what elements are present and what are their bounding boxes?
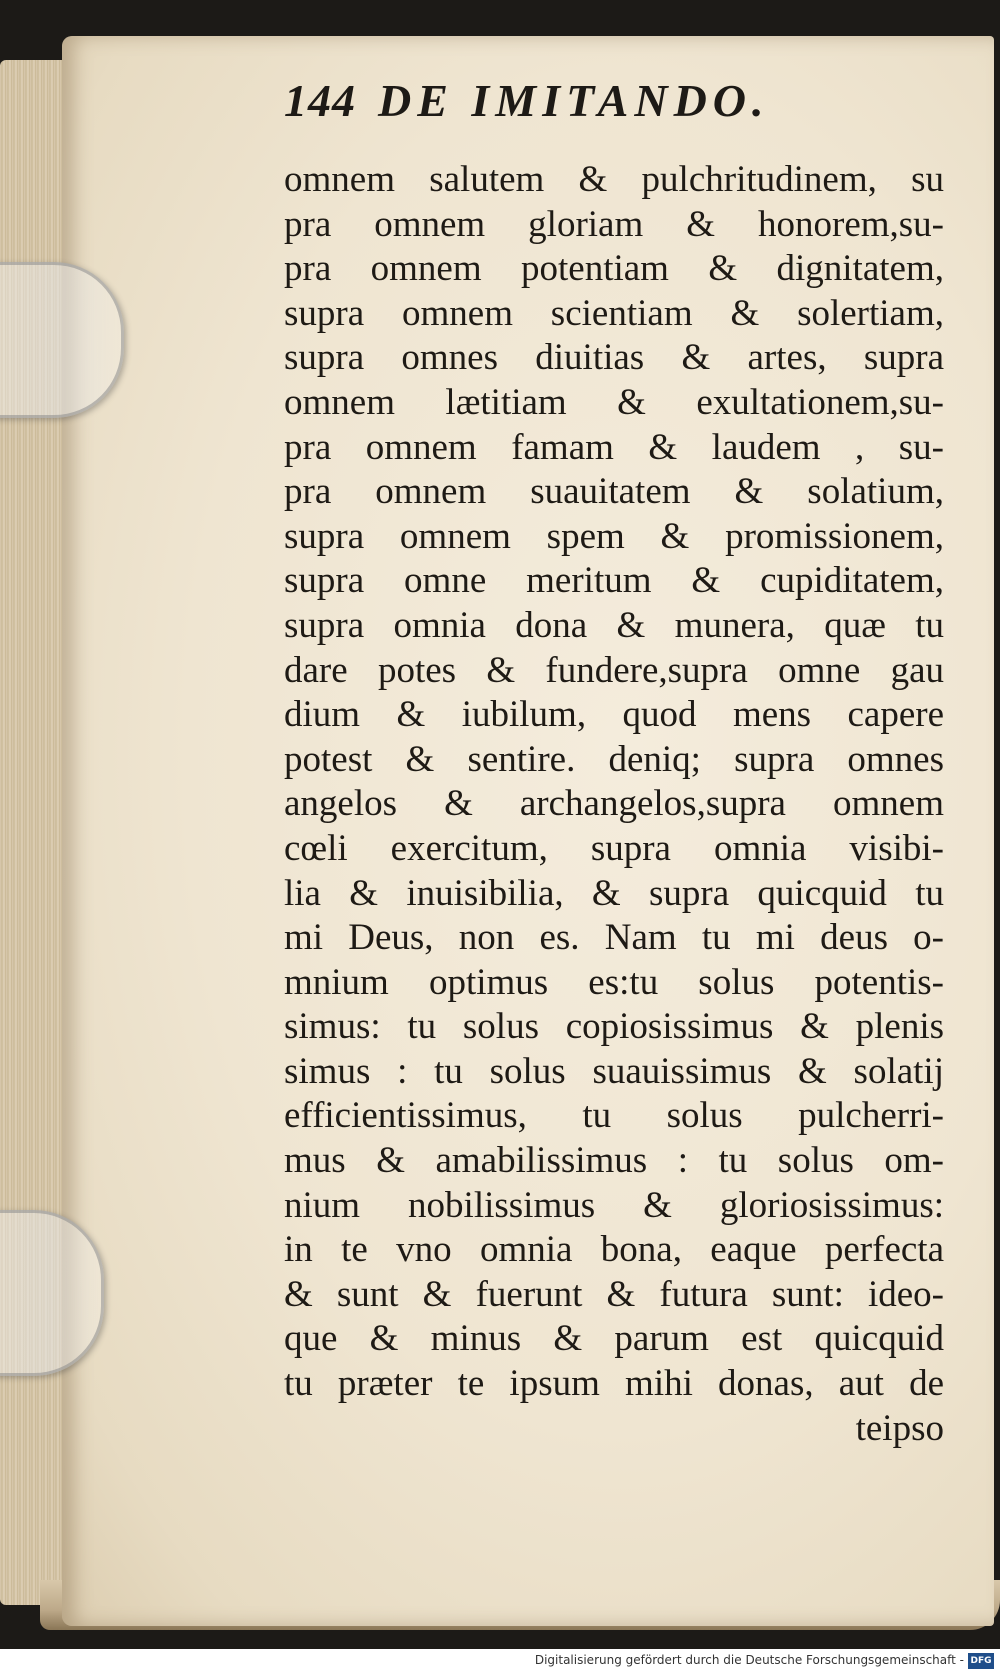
text-line: potest & sentire. deniq; supra omnes [284,738,944,780]
digitization-footer [0,1649,1000,1675]
text-line: dium & iubilum, quod mens capere [284,694,944,736]
text-line: & sunt & fuerunt & futura sunt: ideo- [284,1273,944,1315]
page-clip-top [0,262,124,418]
text-line: cœli exercitum, supra omnia visibi- [284,827,944,869]
text-line: in te vno omnia bona, eaque perfecta [284,1229,944,1271]
text-line: supra omne meritum & cupiditatem, [284,560,944,602]
text-line: pra omnem gloriam & honorem,su- [284,203,944,245]
text-line: simus: tu solus copiosissimus & plenis [284,1006,944,1048]
text-line: nium nobilissimus & gloriosissimus: [284,1184,944,1226]
text-line: omnem salutem & pulchritudinem, su [284,159,944,200]
funding-credit: Digitalisierung gefördert durch die Deutsche Forschungsgemeinschaft - [534,1653,964,1667]
dfg-logo: DFG [968,1653,994,1669]
text-line: mi Deus, non es. Nam tu mi deus o- [284,917,944,959]
page-number: 144 [284,75,356,126]
text-line: pra omnem famam & laudem , su- [284,426,944,468]
text-line: dare potes & fundere,supra omne gau [284,649,944,691]
text-line: mnium optimus es:tu solus potentis- [284,961,944,1003]
text-line: mus & amabilissimus : tu solus om- [284,1140,944,1182]
text-line: que & minus & parum est quicquid [284,1318,944,1360]
text-line: efficientissimus, tu solus pulcherri- [284,1095,944,1137]
text-line: pra omnem potentiam & dignitatem, [284,248,944,290]
text-line: supra omnia dona & munera, quæ tu [284,604,944,646]
text-line: tu præter te ipsum mihi donas, aut de [284,1363,944,1405]
text-line: supra omnem scientiam & solertiam, [284,292,944,334]
text-line: supra omnes diuitias & artes, supra [284,337,944,379]
body-text [284,158,944,1451]
text-line: supra omnem spem & promissionem, [284,515,944,557]
text-line: pra omnem suauitatem & solatium, [284,471,944,513]
running-head [284,74,904,144]
text-line: angelos & archangelos,supra omnem [284,783,944,825]
text-line: omnem lætitiam & exultationem,su- [284,381,944,423]
text-line: lia & inuisibilia, & supra quicquid tu [284,872,944,914]
catchword: teipso [855,1407,944,1449]
text-line: simus : tu solus suauissimus & solatij [284,1050,944,1092]
running-title: DE IMITANDO. [378,75,770,126]
